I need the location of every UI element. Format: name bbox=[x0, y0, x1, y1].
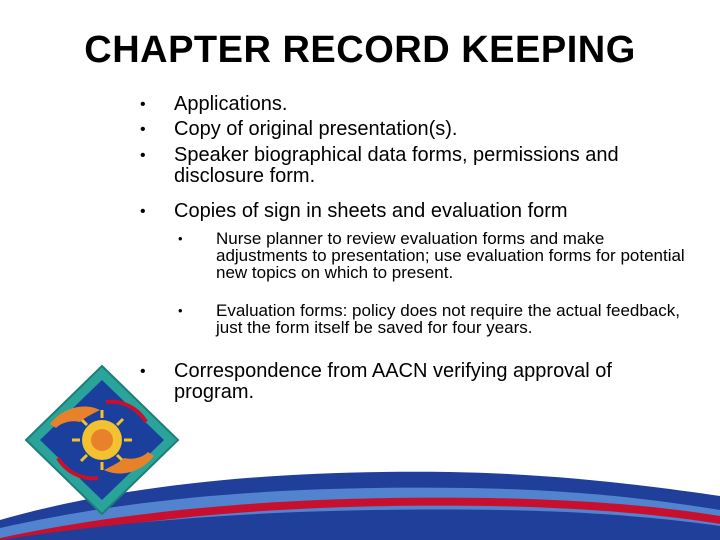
sub-bullet-dot: • bbox=[178, 303, 183, 318]
bullet-dot: • bbox=[140, 147, 146, 164]
logo-sun-core bbox=[91, 429, 113, 451]
bullet-item bbox=[140, 201, 660, 223]
bullet-dot: • bbox=[140, 363, 146, 380]
bullet-text: Copy of original presentation(s). bbox=[174, 118, 458, 140]
sub-bullet-item bbox=[178, 230, 698, 284]
diamond-hands-sun-logo-icon bbox=[22, 362, 182, 517]
sub-bullet-item bbox=[178, 302, 698, 338]
sub-bullet-text: Evaluation forms: policy does not require the actual feedback, just the form itself be saved for four years. bbox=[216, 301, 680, 337]
bullet-item bbox=[140, 94, 660, 116]
sub-bullet-dot: • bbox=[178, 231, 183, 246]
bullet-text: Correspondence from AACN verifying approval of program. bbox=[174, 360, 612, 403]
bullet-item bbox=[140, 145, 660, 189]
sub-bullet-text: Nurse planner to review evaluation forms and make adjustments to presentation; use evaluation forms for potential new topics on which to present. bbox=[216, 229, 685, 282]
slide-title: CHAPTER RECORD KEEPING bbox=[84, 29, 636, 71]
bullet-text: Speaker biographical data forms, permissions and disclosure form. bbox=[174, 144, 619, 187]
bullet-item bbox=[140, 361, 680, 405]
bullet-text: Copies of sign in sheets and evaluation form bbox=[174, 200, 568, 222]
bullet-item bbox=[140, 119, 660, 141]
bullet-dot: • bbox=[140, 96, 146, 113]
bullet-dot: • bbox=[140, 121, 146, 138]
bullet-text: Applications. bbox=[174, 93, 288, 115]
bullet-dot: • bbox=[140, 203, 146, 220]
